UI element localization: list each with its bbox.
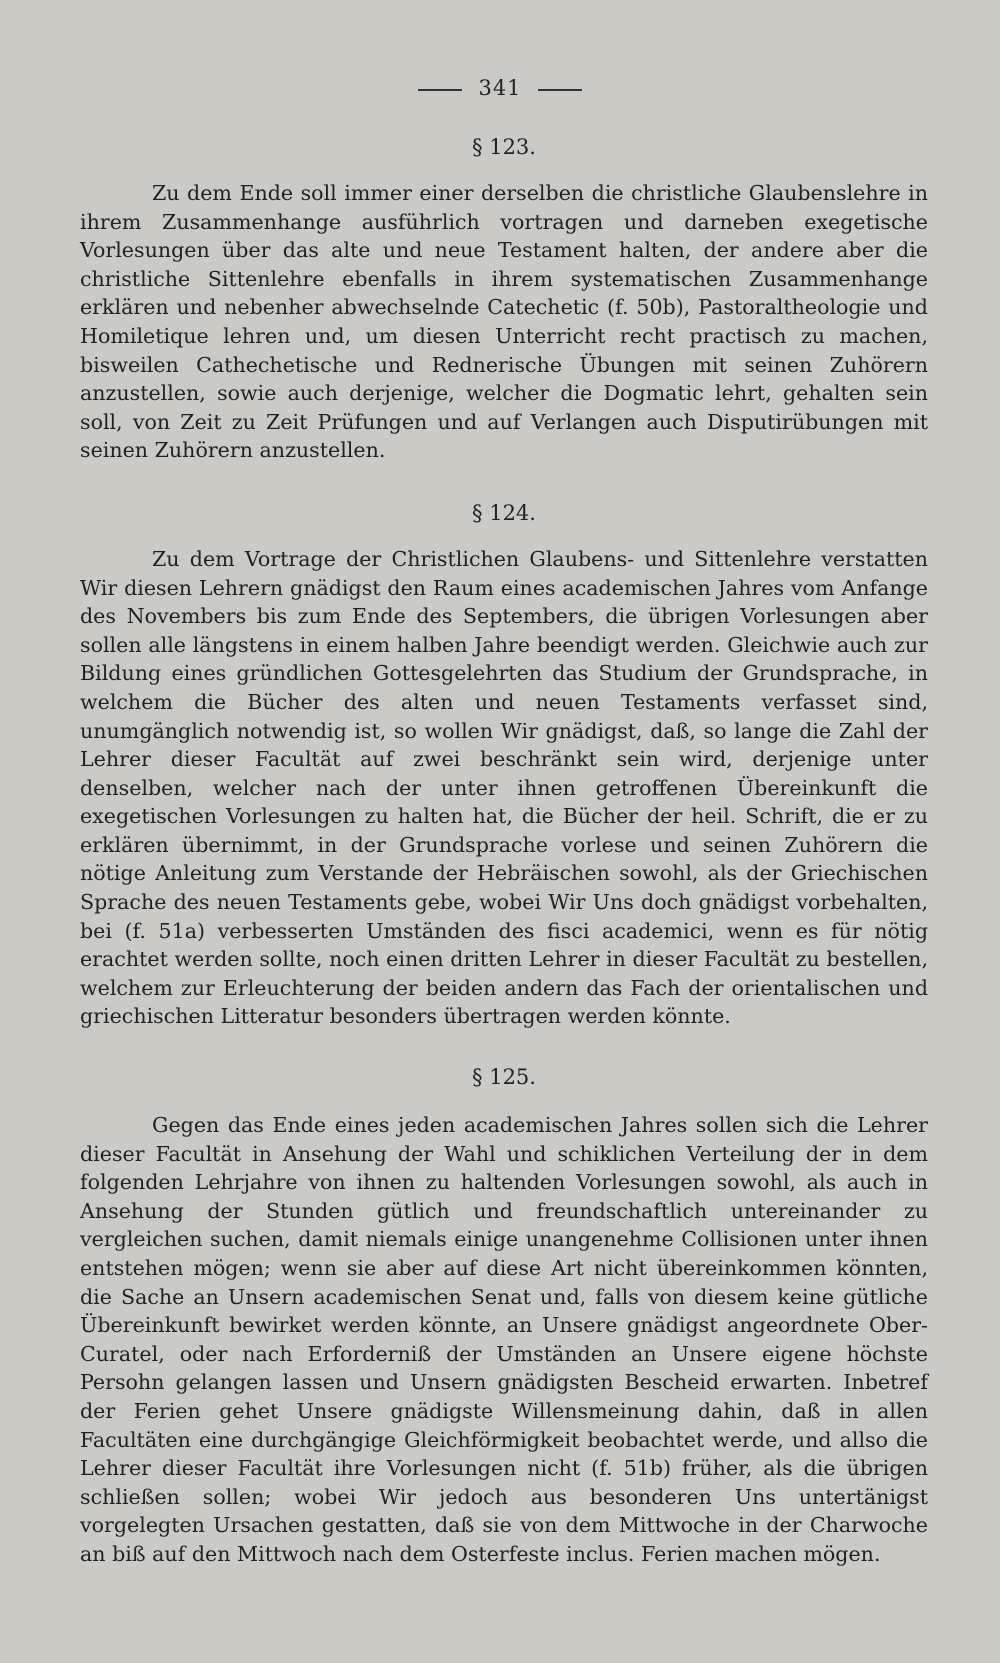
page-body: [80, 135, 928, 1569]
section-paragraph-125: Gegen das Ende eines jeden academischen Jahres sollen sich die Lehrer dieser Facultät in Ansehung der Wahl und schiklichen Verteilung der in dem folgenden Lehrjahre von ihnen zu haltenden Vorlesungen sowohl, als auch in Ansehung der Stunden gütlich und freundschaftlich untereinander zu vergleichen suchen, damit niemals einige unangenehme Collisionen unter ihnen entstehen mögen; wenn sie aber auf diese Art nicht übereinkommen könnten, die Sache an Unsern academischen Senat und, falls von diesem keine gütliche Übereinkunft bewirket werden könnte, an Unsere gnädigst angeordnete Ober-Curatel, oder nach Erforderniß der Umständen an Unsere eigene höchste Persohn gelangen lassen und Unsern gnädigsten Bescheid erwarten. Inbetref der Ferien gehet Unsere gnädigste Willensmeinung dahin, daß in allen Facultäten eine durchgängige Gleichförmigkeit beobachtet werde, und allso die Lehrer dieser Facultät ihre Vorlesungen nicht (f. 51b) früher, als die übrigen schließen sollen; wobei Wir jedoch aus besonderen Uns untertänigst vorgelegten Ursachen gestatten, daß sie von dem Mittwoche in der Charwoche an biß auf den Mittwoch nach dem Osterfeste inclus. Ferien machen mögen.: [80, 1113, 928, 1566]
section-heading-123: § 123.: [472, 135, 536, 159]
header-dash-left: [418, 89, 462, 91]
page-header: [0, 76, 1000, 100]
section-paragraph-123: Zu dem Ende soll immer einer derselben die christliche Glaubenslehre in ihrem Zusammenhange ausführlich vortragen und darneben exegetische Vorlesungen über das alte und neue Testament halten, der andere aber die christliche Sittenlehre ebenfalls in ihrem systematischen Zusammenhange erklären und nebenher abwechselnde Catechetic (f. 50b), Pastoraltheologie und Homiletique lehren und, um diesen Unterricht recht practisch zu machen, bisweilen Cathechetische und Rednerische Übungen mit seinen Zuhörern anzustellen, sowie auch derjenige, welcher die Dogmatic lehrt, gehalten sein soll, von Zeit zu Zeit Prüfungen und auf Verlangen auch Disputirübungen mit seinen Zuhörern anzustellen.: [80, 181, 928, 463]
section-heading-124: § 124.: [472, 500, 536, 525]
section-paragraph-124: Zu dem Vortrage der Christlichen Glaubens- und Sittenlehre verstatten Wir diesen Lehrern gnädigst den Raum eines academischen Jahres vom Anfange des Novembers bis zum Ende des Septembers, die übrigen Vorlesungen aber sollen alle längstens in einem halben Jahre beendigt werden. Gleichwie auch zur Bildung eines gründlichen Gottesgelehrten das Studium der Grundsprache, in welchem die Bücher des alten und neuen Testaments verfasset sind, unumgänglich notwendig ist, so wollen Wir gnädigst, daß, so lange die Zahl der Lehrer dieser Facultät auf zwei beschränkt sein wird, derjenige unter denselben, welcher nach der unter ihnen getroffenen Übereinkunft die exegetischen Vorlesungen zu halten hat, die Bücher der heil. Schrift, die er zu erklären übernimmt, in der Grundsprache vorlese und seinen Zuhörern die nötige Anleitung zum Verstande der Hebräischen sowohl, als der Griechischen Sprache des neuen Testaments gebe, wobei Wir Uns doch gnädigst vorbehalten, bei (f. 51a) verbesserten Umständen des fisci academici, wenn es für nötig erachtet werden sollte, noch einen dritten Lehrer in dieser Facultät zu bestellen, welchem zur Erleuchterung der beiden andern das Fach der orientalischen und griechischen Litteratur besonders übertragen werden könnte.: [80, 546, 928, 1029]
header-dash-right: [538, 89, 582, 91]
page-number: 341: [478, 76, 522, 100]
section-heading-125: § 125.: [472, 1065, 536, 1090]
